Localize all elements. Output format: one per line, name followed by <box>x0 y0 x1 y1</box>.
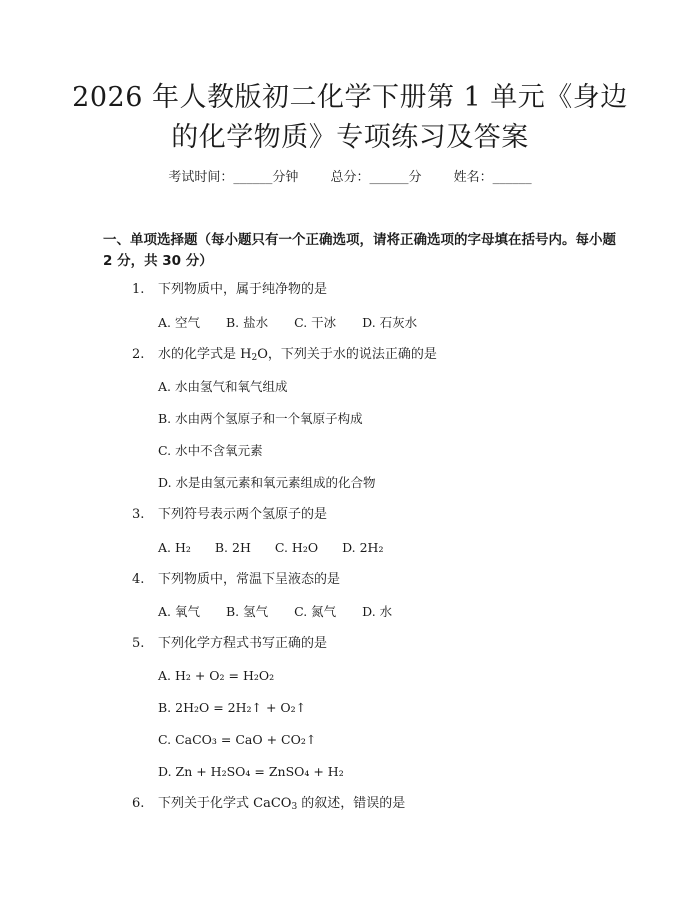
option-c: C. 水中不含氧元素 <box>158 443 263 458</box>
title-line-2: 的化学物质》专项练习及答案 <box>171 122 529 153</box>
option-c: C. H₂O <box>274 540 319 555</box>
question-number: 4. <box>132 572 145 587</box>
question-text-pre: 下列关于化学式 CaCO <box>158 796 292 811</box>
exam-meta <box>0 168 700 188</box>
option-b: B. 水由两个氢原子和一个氧原子构成 <box>158 411 363 426</box>
total-score-field: 总分：______分 <box>330 170 422 185</box>
option-d: D. Zn + H₂SO₄ = ZnSO₄ + H₂ <box>158 764 344 779</box>
question-1 <box>132 280 327 300</box>
question-text: 下列物质中，常温下呈液态的是 <box>158 572 341 587</box>
option-d: D. 石灰水 <box>362 315 418 330</box>
subscript: 3 <box>291 802 298 812</box>
question-number: 5. <box>132 636 145 651</box>
student-name-field: 姓名：______ <box>453 170 532 185</box>
question-3 <box>132 505 327 525</box>
section-heading: 一、单项选择题（每小题只有一个正确选项，请将正确选项的字母填在括号内。每小题 2 分，共 30 分） <box>103 232 616 269</box>
question-3-options <box>158 538 403 558</box>
option-c: C. CaCO₃ = CaO + CO₂↑ <box>158 732 317 747</box>
subscript: 2 <box>251 353 258 363</box>
question-text: 下列符号表示两个氢原子的是 <box>158 507 328 522</box>
option-d: D. 水是由氢元素和氧元素组成的化合物 <box>158 475 376 490</box>
question-number: 6. <box>132 796 145 811</box>
option-b: B. 盐水 <box>225 315 269 330</box>
question-number: 3. <box>132 507 145 522</box>
question-1-options <box>158 313 439 333</box>
option-d: D. 水 <box>362 604 393 619</box>
option-a: A. 水由氢气和氧气组成 <box>158 379 288 394</box>
option-a: A. H₂ + O₂ = H₂O₂ <box>158 668 275 683</box>
question-number: 2. <box>132 347 145 362</box>
option-a: A. 空气 <box>158 315 200 330</box>
option-b: B. 2H <box>214 540 251 555</box>
question-2 <box>132 345 437 365</box>
option-c: C. 干冰 <box>294 315 337 330</box>
page-title <box>60 78 640 158</box>
option-d: D. 2H₂ <box>342 540 384 555</box>
question-4 <box>132 570 340 590</box>
question-text: 下列化学方程式书写正确的是 <box>158 636 328 651</box>
exam-time-field: 考试时间：______分钟 <box>168 170 299 185</box>
question-text-post: O，下列关于水的说法正确的是 <box>257 347 437 362</box>
question-5 <box>132 634 327 654</box>
question-4-options <box>158 602 414 622</box>
title-line-1: 2026 年人教版初二化学下册第 1 单元《身边 <box>72 82 628 113</box>
option-c: C. 氮气 <box>294 604 337 619</box>
option-a: A. 氧气 <box>158 604 200 619</box>
question-text: 下列物质中，属于纯净物的是 <box>158 282 328 297</box>
option-a: A. H₂ <box>158 540 191 555</box>
option-b: B. 氢气 <box>225 604 269 619</box>
question-number: 1. <box>132 282 145 297</box>
option-b: B. 2H₂O = 2H₂↑ + O₂↑ <box>158 700 307 715</box>
question-text-pre: 水的化学式是 H <box>158 347 252 362</box>
question-6 <box>132 794 405 814</box>
question-text-post: 的叙述，错误的是 <box>297 796 406 811</box>
